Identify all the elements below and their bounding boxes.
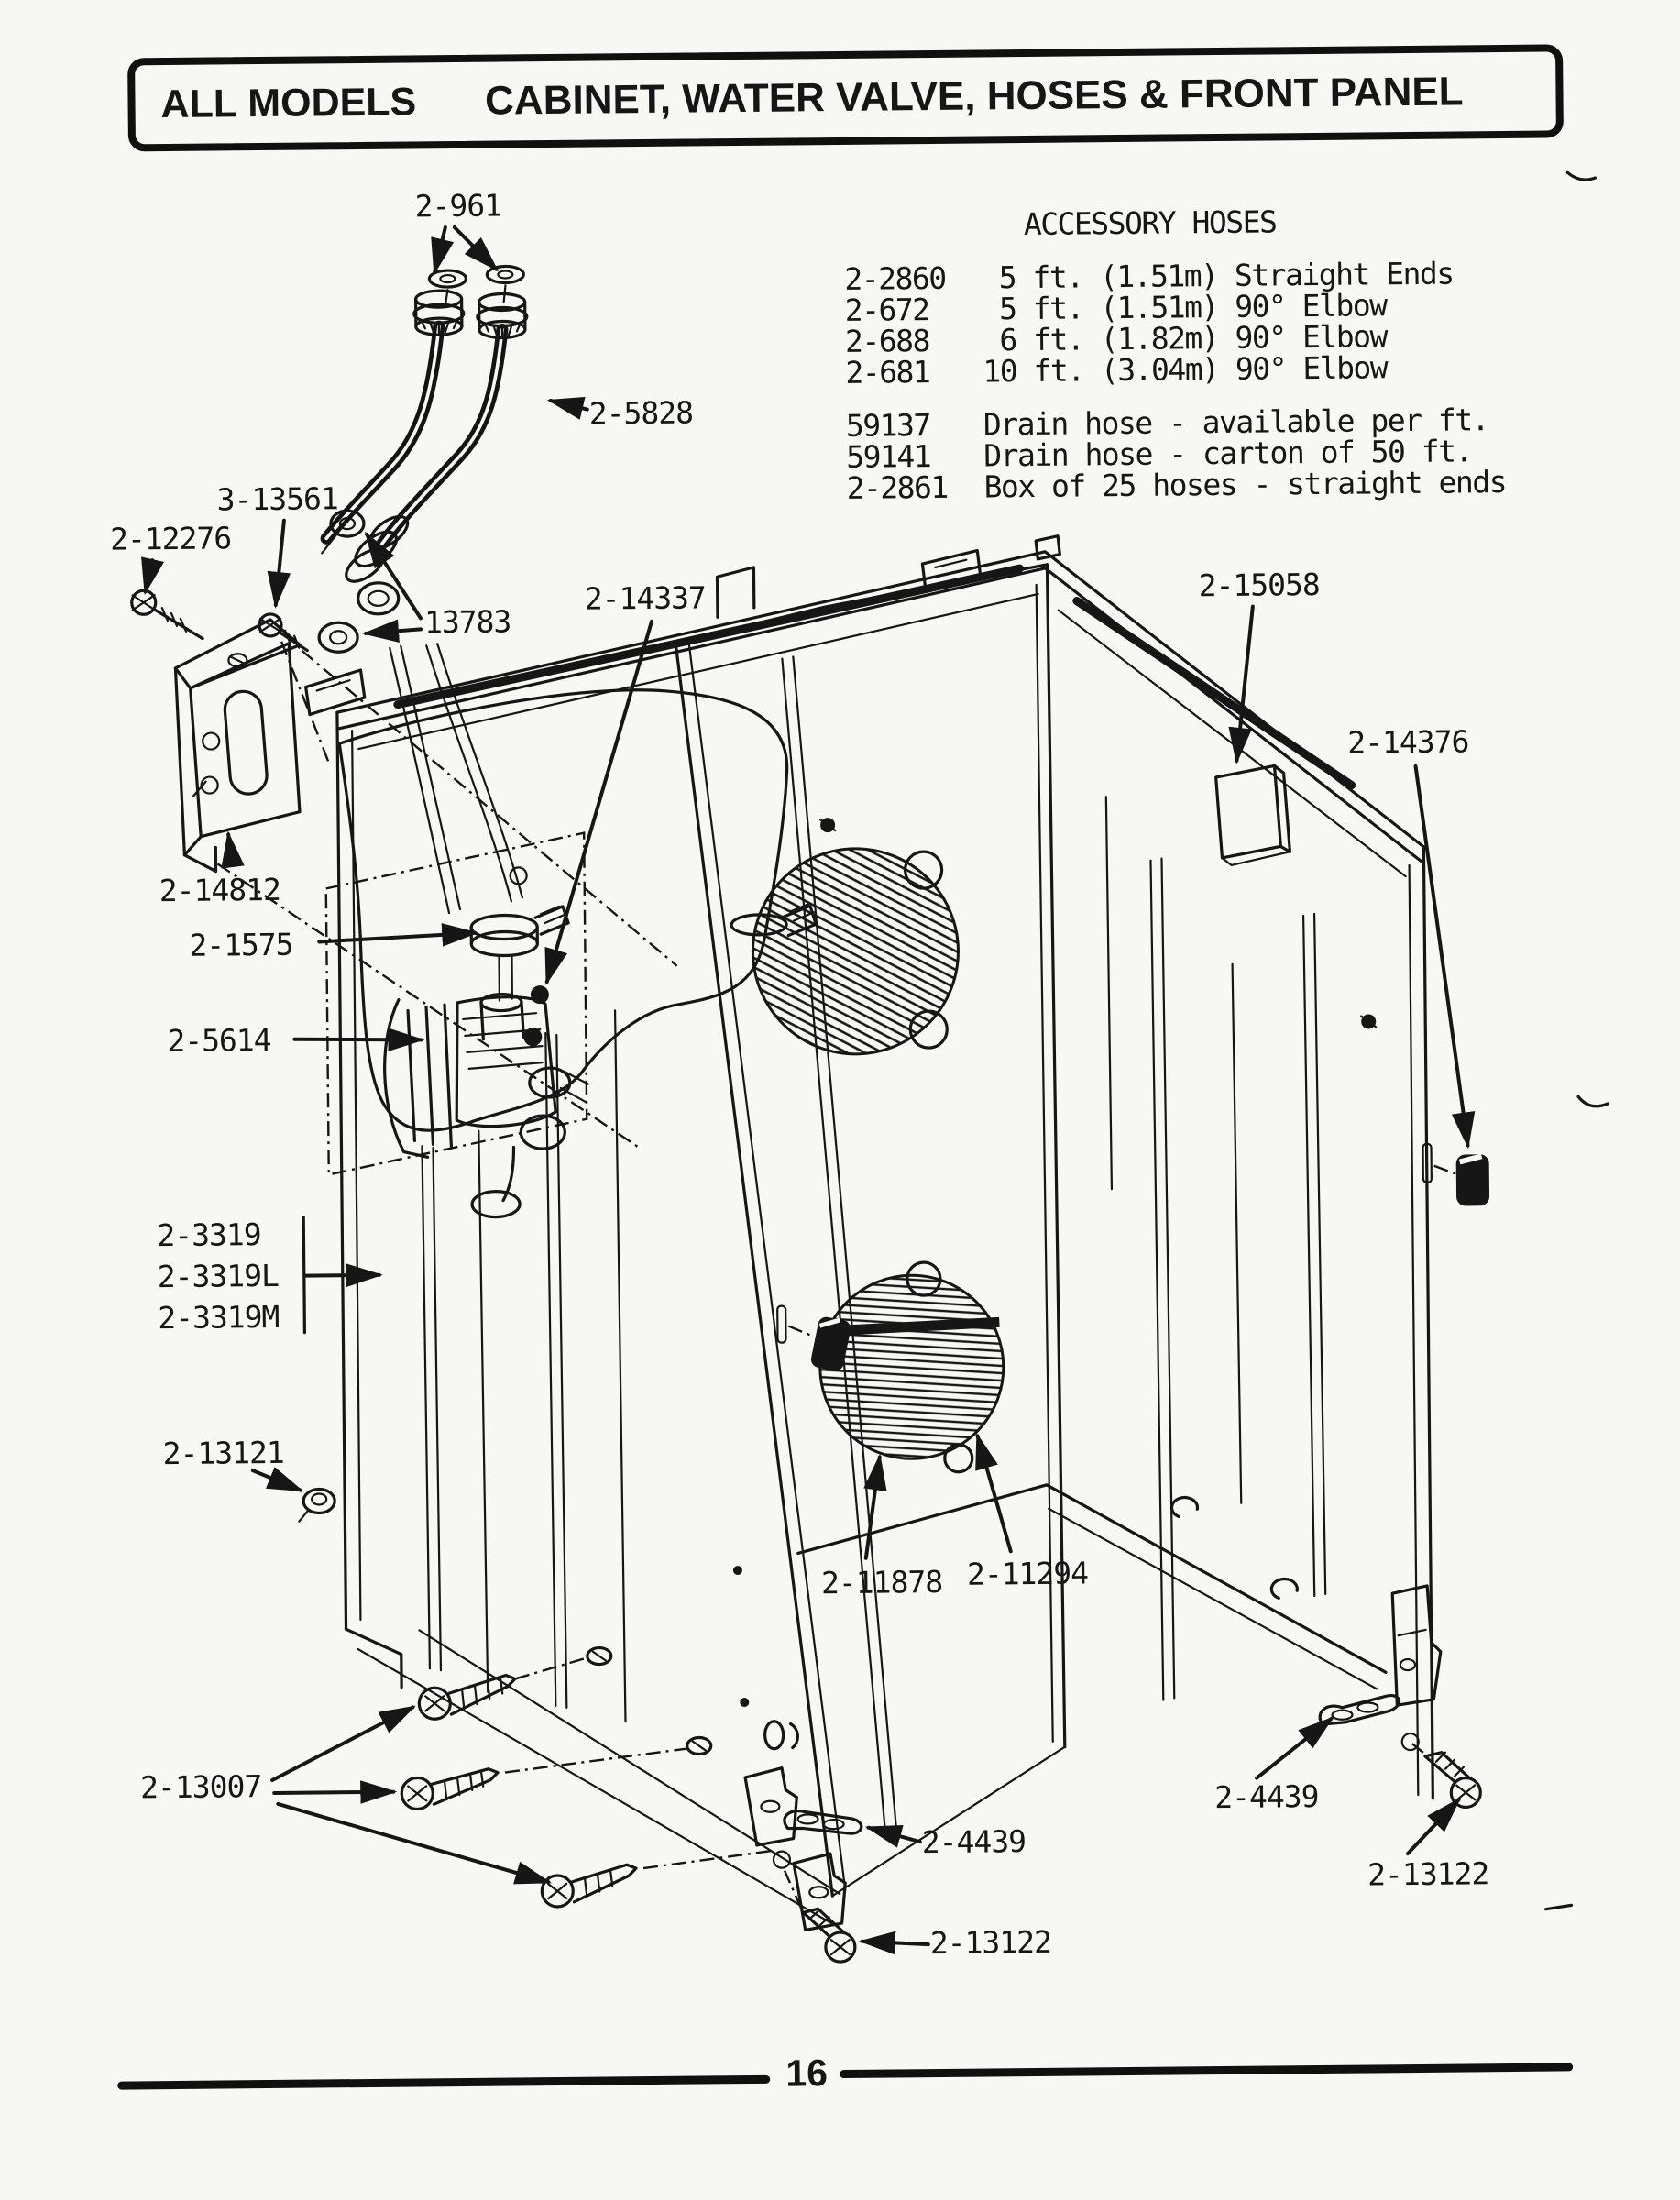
page-number: 16	[785, 2052, 829, 2095]
callout-2-11294: 2-11294	[966, 1555, 1089, 1592]
callout-2-5828: 2-5828	[588, 394, 694, 432]
callout-2-1575: 2-1575	[189, 926, 293, 963]
callout-2-14812: 2-14812	[159, 871, 281, 909]
callout-2-5614: 2-5614	[167, 1021, 271, 1060]
cabinet-screws	[401, 1646, 774, 1908]
part-number: 2-681	[845, 354, 930, 390]
models-label: ALL MODELS	[160, 79, 417, 126]
part-description: Drain hose - carton of 50 ft.	[983, 433, 1473, 474]
front-panel	[675, 565, 1066, 1931]
part-number: 2-688	[844, 323, 930, 359]
part-description: Box of 25 hoses - straight ends	[983, 463, 1507, 505]
callout-3-13561: 3-13561	[216, 480, 338, 518]
callout-2-4439-front: 2-4439	[921, 1823, 1027, 1861]
leveling-stud-part	[299, 1489, 335, 1521]
part-number: 2-2860	[844, 259, 946, 297]
part-number: 59141	[846, 438, 931, 475]
callout-13783: 13783	[423, 603, 511, 641]
callout-2-15058: 2-15058	[1198, 566, 1320, 604]
part-description: 10 ft. (3.04m) 90° Elbow	[983, 349, 1388, 390]
part-description: 6 ft. (1.82m) 90° Elbow	[982, 318, 1388, 358]
part-description: Drain hose - available per ft.	[983, 402, 1489, 443]
callout-2-4439-right: 2-4439	[1214, 1778, 1319, 1816]
part-description: 5 ft. (1.51m) Straight Ends	[982, 255, 1454, 296]
hole-plug-part	[1422, 1143, 1489, 1206]
part-number: 59137	[845, 407, 930, 444]
title-bar	[127, 44, 1564, 151]
callout-2-13007: 2-13007	[139, 1768, 262, 1806]
part-number: 2-2861	[846, 468, 948, 506]
supply-hoses	[324, 266, 530, 614]
callout-2-14337: 2-14337	[584, 579, 706, 617]
callout-2-12276: 2-12276	[109, 520, 232, 557]
cabinet-shell	[304, 533, 1443, 1930]
trim-pad-part	[1216, 765, 1290, 865]
callout-2-13121: 2-13121	[162, 1434, 284, 1472]
callout-2-11878: 2-11878	[820, 1563, 943, 1601]
callout-2-13122-front: 2-13122	[929, 1923, 1052, 1962]
part-number: 2-672	[844, 292, 929, 328]
accessory-hoses-list	[844, 204, 1562, 506]
callout-2-961: 2-961	[414, 187, 502, 225]
part-description: 5 ft. (1.51m) 90° Elbow	[982, 287, 1387, 327]
list-item	[846, 463, 1561, 506]
page-title: CABINET, WATER VALVE, HOSES & FRONT PANEL	[484, 69, 1464, 124]
list-item	[845, 350, 1560, 388]
callout-2-14376: 2-14376	[1347, 723, 1469, 761]
callout-2-13122-right: 2-13122	[1367, 1855, 1489, 1893]
callout-2-3319-group: 2-3319 2-3319L 2-3319M	[157, 1216, 280, 1336]
accessory-hoses-title: ACCESSORY HOSES	[1023, 204, 1277, 243]
